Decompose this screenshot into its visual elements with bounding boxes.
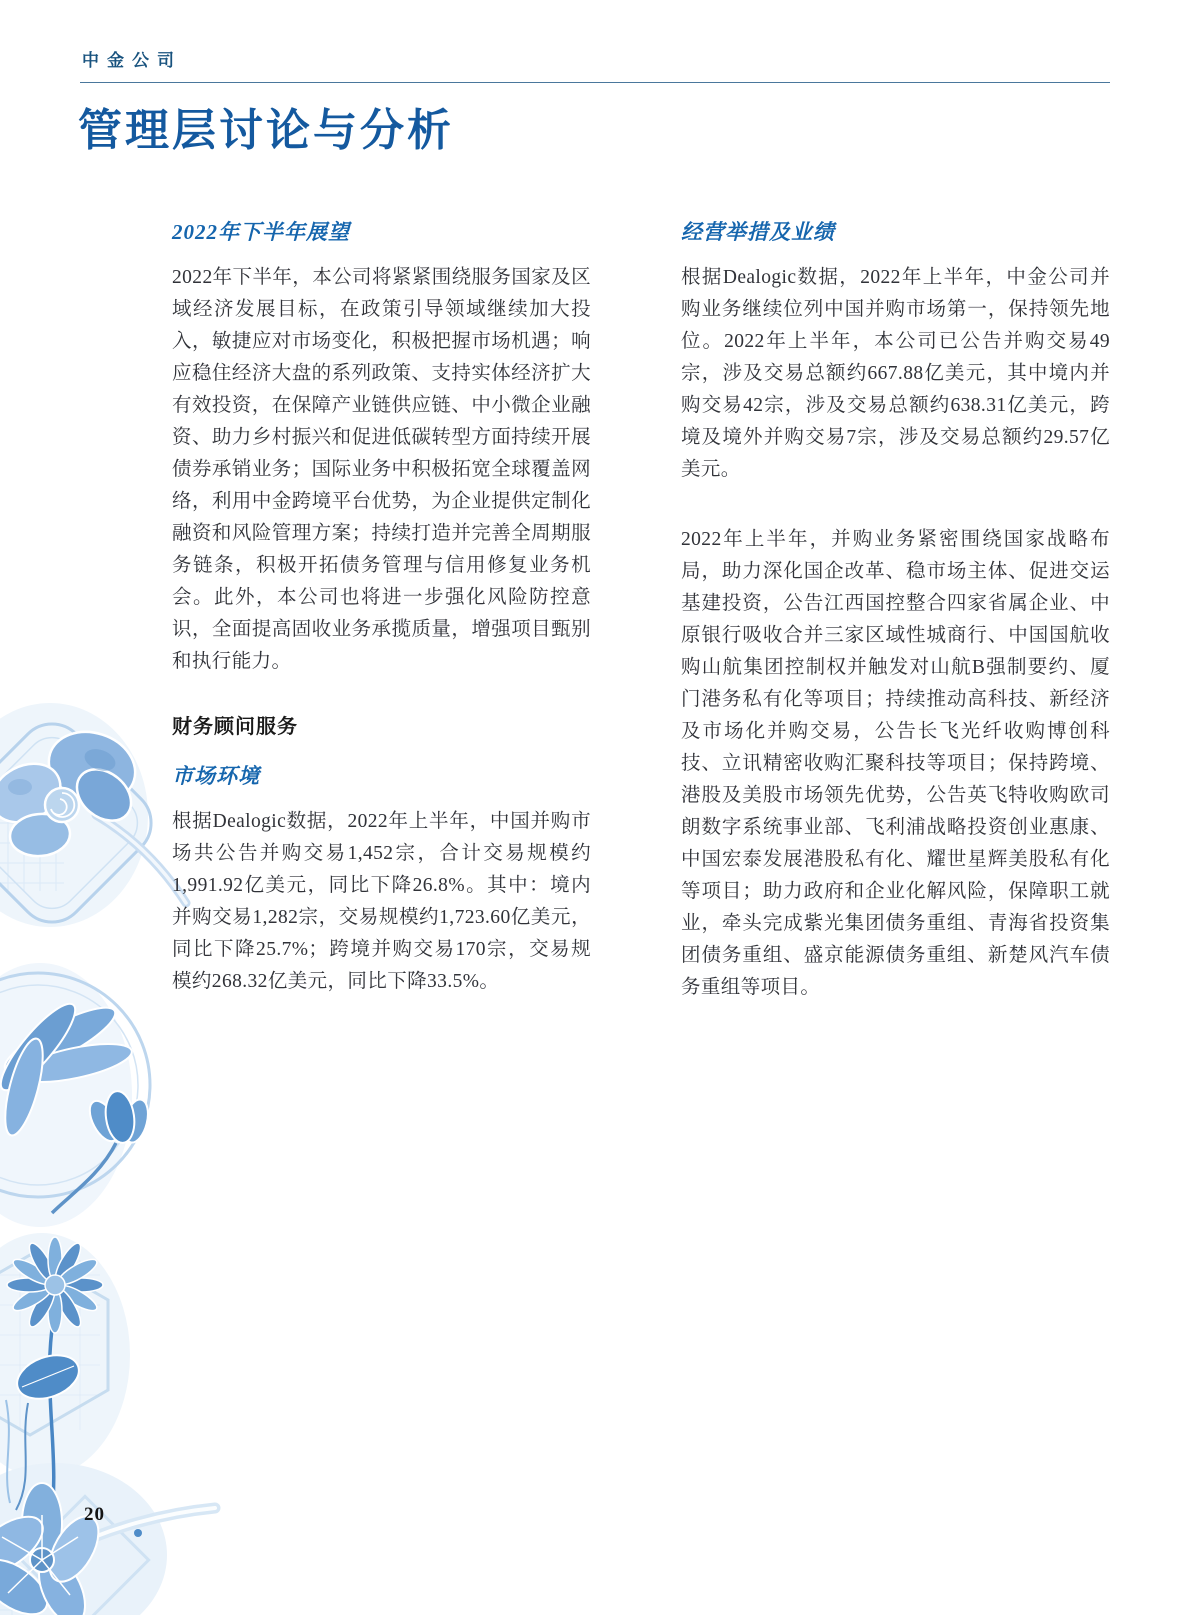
page-number: 20 [84, 1504, 105, 1525]
right-column [681, 218, 1110, 1004]
section-heading-outlook: 2022年下半年展望 [172, 220, 350, 244]
section-heading-financial-advisory: 财务顾问服务 [172, 716, 298, 738]
paragraph-outlook: 2022年下半年，本公司将紧紧围绕服务国家及区域经济发展目标，在政策引导领域继续加大投入，敏捷应对市场变化，积极把握市场机遇；响应稳住经济大盘的系列政策、支持实体经济扩大有效投资，在保障产业链供应链、中小微企业融资、助力乡村振兴和促进低碳转型方面持续开展债券承销业务；国际业务中积极拓宽全球覆盖网络，利用中金跨境平台优势，为企业提供定制化融资和风险管理方案；持续打造并完善全周期服务链条，积极开拓债务管理与信用修复业务机会。此外，本公司也将进一步强化风险防控意识，全面提高固收业务承揽质量，增强项目甄别和执行能力。 [172, 267, 591, 672]
paragraph-market-environment: 根据Dealogic数据，2022年上半年，中国并购市场共公告并购交易1,452宗，合计交易规模约1,991.92亿美元，同比下降26.8%。其中：境内并购交易1,282宗，交易规模约1,723.60亿美元，同比下降25.7%；跨境并购交易170宗，交易规模约268.32亿美元，同比下降33.5%。 [172, 811, 591, 992]
paragraph-operations-1: 根据Dealogic数据，2022年上半年，中金公司并购业务继续位列中国并购市场第一，保持领先地位。2022年上半年，本公司已公告并购交易49宗，涉及交易总额约667.88亿美元，其中境内并购交易42宗，涉及交易总额约638.31亿美元，跨境及境外并购交易7宗，涉及交易总额约29.57亿美元。 [681, 267, 1110, 480]
section-heading-operations: 经营举措及业绩 [681, 220, 835, 244]
brand-logo-text: 中金公司 [82, 51, 182, 70]
subsection-heading-market-environment: 市场环境 [172, 764, 260, 788]
left-column [172, 218, 591, 998]
page-title: 管理层讨论与分析 [78, 106, 454, 155]
header-rule [80, 82, 1110, 83]
paragraph-operations-2: 2022年上半年，并购业务紧密围绕国家战略布局，助力深化国企改革、稳市场主体、促进交运基建投资，公告江西国控整合四家省属企业、中原银行吸收合并三家区域性城商行、中国国航收购山航集团控制权并触发对山航B强制要约、厦门港务私有化等项目；持续推动高科技、新经济及市场化并购交易，公告长飞光纤收购博创科技、立讯精密收购汇聚科技等项目；保持跨境、港股及美股市场领先优势，公告英飞特收购欧司朗数字系统事业部、飞利浦战略投资创业惠康、中国宏泰发展港股私有化、耀世星辉美股私有化等项目；助力政府和企业化解风险，保障职工就业，牵头完成紫光集团债务重组、青海省投资集团债务重组、盛京能源债务重组、新楚风汽车债务重组等项目。 [681, 529, 1110, 998]
